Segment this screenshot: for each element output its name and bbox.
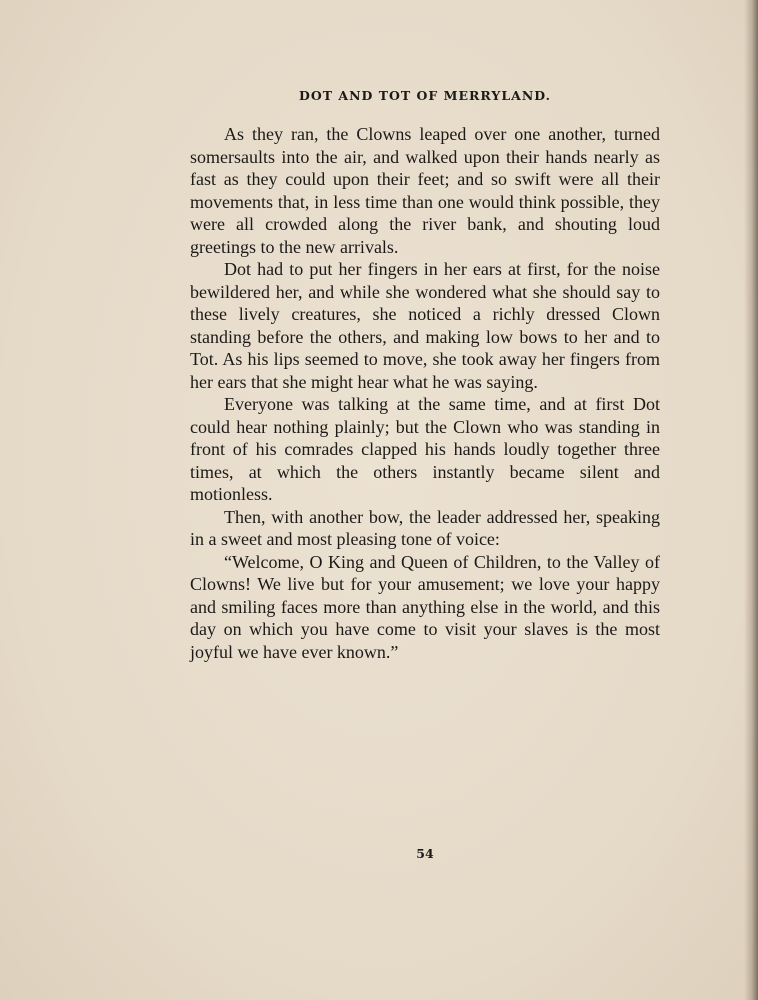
paragraph: Dot had to put her fingers in her ears at first, for the noise bewildered her, and while she wondered what she should say to these lively creatures, she noticed a richly dressed Clown standing before the others, and making low bows to her and to Tot. As his lips seemed to move, she took away her fingers from her ears that she might hear what he was saying.: [190, 259, 660, 392]
page-number: 54: [416, 846, 434, 861]
body-text: [190, 123, 660, 663]
paragraph: “Welcome, O King and Queen of Children, to the Valley of Clowns! We live but for your amusement; we love your happy and smiling faces more than anything else in the world, and this day on which you have come to visit your slaves is the most joyful we have ever known.”: [190, 551, 660, 662]
paragraph: Then, with another bow, the leader addressed her, speaking in a sweet and most pleasing tone of voice:: [190, 506, 660, 549]
running-head: DOT AND TOT OF MERRYLAND.: [299, 88, 551, 103]
paragraph: Everyone was talking at the same time, and at first Dot could hear nothing plainly; but the Clown who was standing in front of his comrades clapped his hands loudly together three times, at which the others instantly became silent and motionless.: [190, 394, 660, 504]
paragraph: As they ran, the Clowns leaped over one another, turned somersaults into the air, and walked upon their hands nearly as fast as they could upon their feet; and so swift were all their movements that, in less time than one would think possible, they were all crowded along the river bank, and shouting loud greetings to the new arrivals.: [190, 124, 660, 257]
page-edge-shadow: [744, 0, 758, 1000]
